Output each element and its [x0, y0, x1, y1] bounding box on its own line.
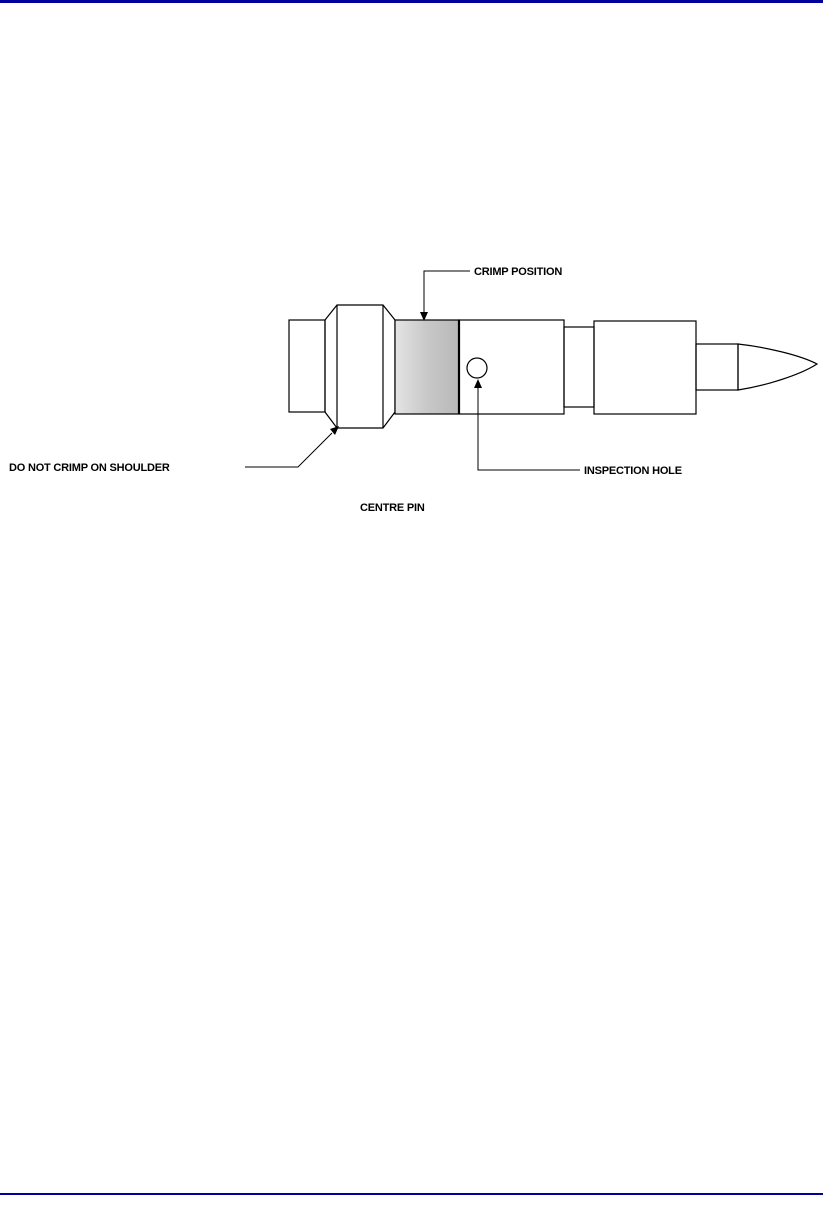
crimp-position-label: CRIMP POSITION	[474, 266, 563, 278]
inspection-hole-leader	[478, 387, 580, 470]
inspection-hole-arrowhead	[474, 379, 482, 388]
front-barrel	[594, 321, 696, 414]
pin-tip	[738, 344, 817, 390]
shoulder	[325, 305, 395, 428]
crimp-position-leader	[424, 271, 470, 313]
shoulder-leader	[245, 433, 332, 467]
diagram-title: CENTRE PIN	[360, 502, 425, 514]
rear-sleeve	[289, 320, 325, 412]
neck	[564, 327, 594, 407]
page-bottom-rule	[0, 1193, 823, 1195]
crimp-zone	[395, 320, 459, 414]
inspection-hole-label: INSPECTION HOLE	[584, 465, 682, 477]
main-body	[459, 320, 564, 414]
pin-shank	[696, 344, 738, 390]
inspection-hole	[467, 358, 487, 378]
shoulder-warning-label: DO NOT CRIMP ON SHOULDER	[9, 462, 170, 474]
